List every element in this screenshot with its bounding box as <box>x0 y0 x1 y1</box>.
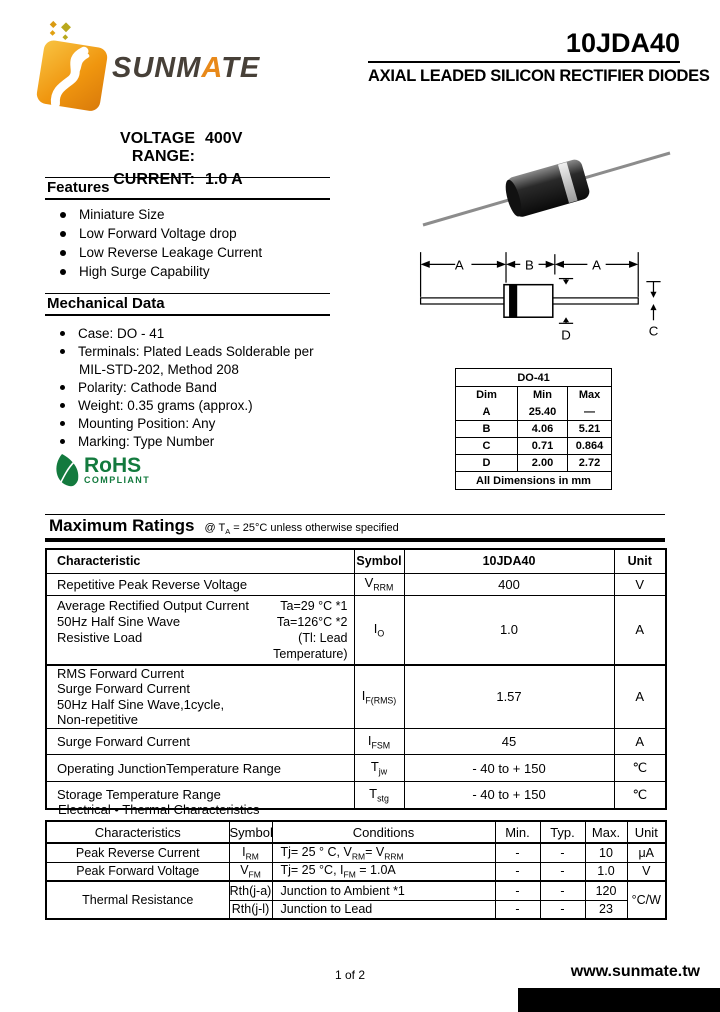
website-url: www.sunmate.tw <box>570 963 700 980</box>
list-item: Low Forward Voltage drop <box>45 224 335 243</box>
table-row: Rth(j-l) Junction to Lead - - 23 <box>46 900 666 919</box>
list-item: Terminals: Plated Leads Solderable per <box>45 342 345 360</box>
table-header-row: Characteristics Symbol Conditions Min. Typ. Max. Unit <box>46 821 666 843</box>
list-item: Marking: Type Number <box>45 432 345 450</box>
sunmate-logo <box>30 20 118 120</box>
title-block <box>368 28 710 86</box>
table-row: Surge Forward Current $I_{FSM}$ 45 A <box>46 729 666 755</box>
dimension-diagram <box>412 244 718 369</box>
col-header: Max <box>568 387 612 404</box>
bullet-icon <box>60 231 66 237</box>
max-ratings-table <box>45 548 667 810</box>
table-header-row: Characteristic Symbol 10JDA40 Unit <box>46 549 666 573</box>
table-row: B 4.06 5.21 <box>456 421 612 438</box>
mechanical-list <box>45 324 345 450</box>
dim-label-d: D <box>561 327 571 343</box>
bullet-icon <box>60 403 65 408</box>
dim-label-c: C <box>648 323 659 339</box>
list-item: Case: DO - 41 <box>45 324 345 342</box>
bullet-icon <box>60 269 66 275</box>
list-item: MIL-STD-202, Method 208 <box>79 361 239 377</box>
bullet-icon <box>60 421 65 426</box>
dim-label-a-left: A <box>454 257 464 273</box>
table-row: Average Rectified Output Current Ta=29 °C *1 50Hz Half Sine Wave Ta=126°C *2 Resistive Load (Tl: Lead Temperature) $I_O$ 1.0 A <box>46 595 666 665</box>
current-label: CURRENT: <box>113 171 195 188</box>
electrical-table <box>45 820 667 920</box>
rohs-compliant-label: COMPLIANT <box>84 474 151 485</box>
features-list <box>45 205 335 281</box>
list-item: Miniature Size <box>45 205 335 224</box>
features-heading: Features <box>45 177 330 200</box>
table-row: A 25.40 — <box>456 404 612 421</box>
table-row: RMS Forward Current Surge Forward Current 50Hz Half Sine Wave,1cycle, Non-repetitive $I_{F(RMS)}$ 1.57 A <box>46 665 666 729</box>
rohs-text <box>84 453 151 485</box>
voltage-range-label: VOLTAGE RANGE: <box>120 130 195 165</box>
list-item: Low Reverse Leakage Current <box>45 243 335 262</box>
part-number: 10JDA40 <box>368 28 680 63</box>
table-row: D 2.00 2.72 <box>456 455 612 472</box>
package-dimensions-table <box>455 368 612 490</box>
col-header: Dim <box>456 387 518 404</box>
max-ratings-note: @ $T_A = 25^\circ C$ unless otherwise specified <box>204 522 399 537</box>
page-number: 1 of 2 <box>334 968 366 982</box>
bullet-icon <box>60 331 65 336</box>
bullet-icon <box>60 349 65 354</box>
mechanical-heading: Mechanical Data <box>45 293 330 316</box>
max-ratings-title: Maximum Ratings <box>49 516 195 535</box>
package-title: DO-41 <box>456 369 612 387</box>
bullet-icon <box>60 385 65 390</box>
table-row: Repetitive Peak Reverse Voltage $V_{RRM}$ 400 V <box>46 573 666 595</box>
rohs-badge <box>52 450 150 490</box>
page-subtitle: AXIAL LEADED SILICON RECTIFIER DIODES <box>368 67 710 85</box>
electrical-section-title: Electrical • Thermal Characteristics <box>58 802 260 817</box>
dim-label-a-right: A <box>592 257 601 273</box>
bullet-icon <box>60 439 65 444</box>
table-row: Peak Forward Voltage $V_{FM}$ Tj= 25 °C, $I_{FM} = 1.0A$ - - 1.0 V <box>46 862 666 881</box>
footer-black-bar <box>518 988 720 1012</box>
max-ratings-heading <box>45 514 665 542</box>
table-row: Peak Reverse Current $I_{RM}$ Tj= 25 ° C, $V_{RM}= V_{RRM}$ - - 10 μA <box>46 843 666 862</box>
bullet-icon <box>60 212 66 218</box>
table-row: C 0.71 0.864 <box>456 438 612 455</box>
list-item: Weight: 0.35 grams (approx.) <box>45 396 345 414</box>
rohs-label: RoHS <box>84 453 142 477</box>
list-item: Polarity: Cathode Band <box>45 378 345 396</box>
brand-name-part1: SUNM <box>112 52 202 84</box>
brand-name-accent: A <box>201 52 222 84</box>
voltage-range-value: 400V <box>205 130 243 147</box>
sunmate-logo-mark <box>30 20 118 115</box>
package-footer: All Dimensions in mm <box>456 472 612 490</box>
bullet-icon <box>60 250 66 256</box>
list-item: High Surge Capability <box>45 262 335 281</box>
table-row: Thermal Resistance Rth(j-a) Junction to Ambient *1 - - 120 °C/W <box>46 881 666 900</box>
table-row: Operating JunctionTemperature Range $T_{jw}$ - 40 to + 150 ℃ <box>46 755 666 782</box>
brand-name <box>112 52 260 85</box>
list-item: Mounting Position: Any <box>45 414 345 432</box>
brand-name-part2: TE <box>221 52 261 84</box>
col-header: Min <box>518 387 568 404</box>
table-row: Storage Temperature Range $T_{stg}$ - 40 to + 150 ℃ <box>46 782 666 809</box>
dim-label-b: B <box>524 257 534 273</box>
diode-photo <box>415 133 680 243</box>
current-value: 1.0 A <box>205 171 243 188</box>
rohs-leaf-icon <box>52 450 84 490</box>
